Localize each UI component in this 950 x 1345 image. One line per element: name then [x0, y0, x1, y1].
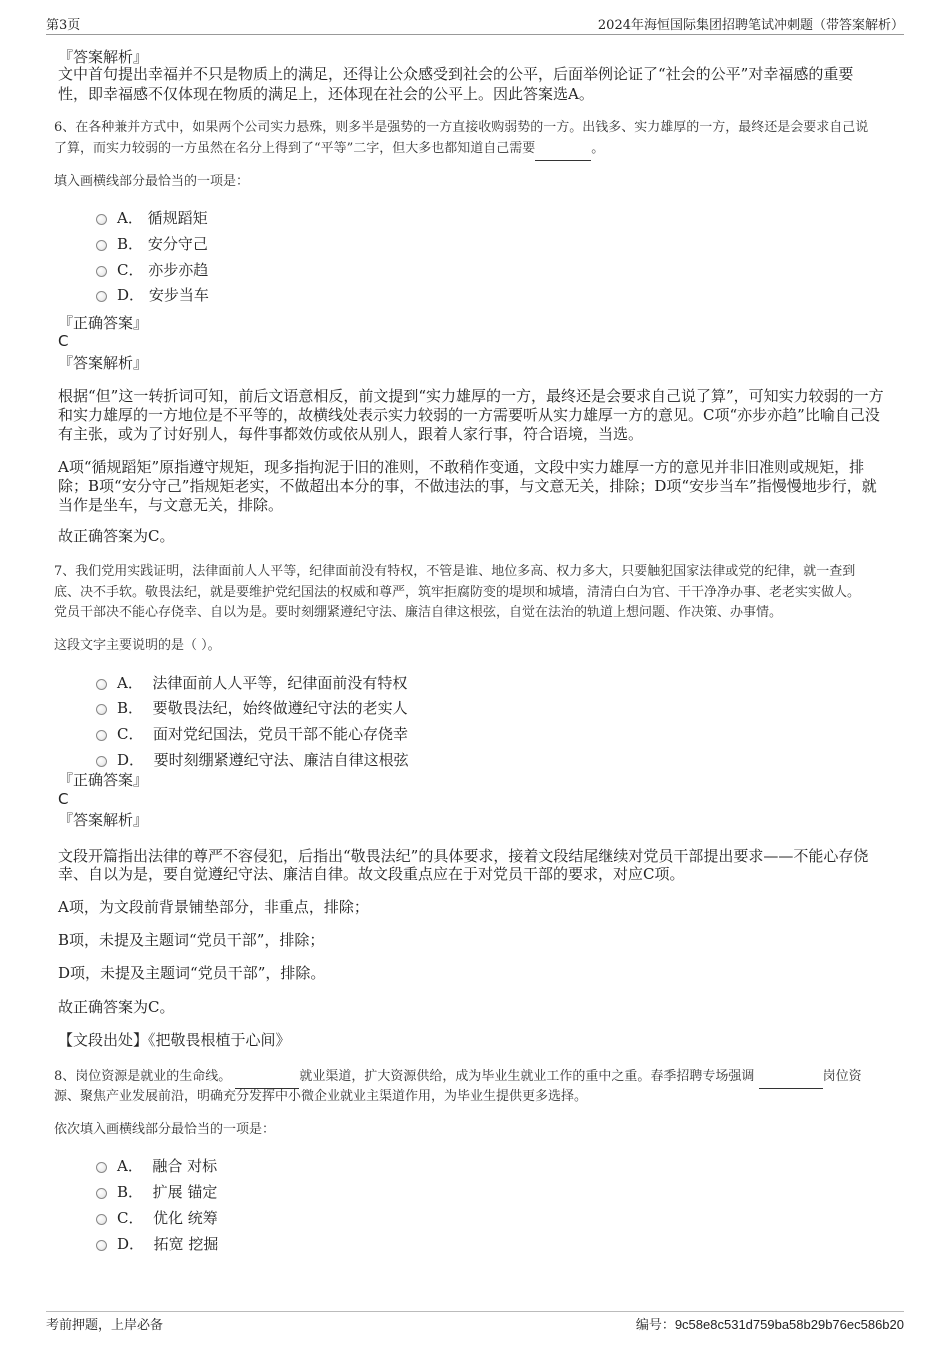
analysis-line: 幸、自以为是，要自觉遵纪守法、廉洁自律。故文段重点应在于对党员干部的要求，对应C项。	[58, 865, 685, 883]
analysis-label: 『答案解析』	[58, 48, 149, 66]
fill-blank	[759, 1066, 823, 1089]
option-a[interactable]: A． 循规蹈矩	[96, 207, 208, 228]
radio-icon[interactable]	[96, 1214, 107, 1225]
option-a[interactable]: A． 法律面前人人平等，纪律面前没有特权	[96, 672, 407, 693]
radio-icon[interactable]	[96, 1162, 107, 1173]
analysis-conclusion: 故正确答案为C。	[58, 527, 175, 545]
option-d[interactable]: D． 拓宽 挖掘	[96, 1233, 218, 1254]
correct-answer-label: 『正确答案』	[58, 771, 149, 789]
question-text: 7、我们党用实践证明，法律面前人人平等，纪律面前没有特权，不管是谁、地位多高、权力多大，只要触犯国家法律或党的纪律，就一查到	[54, 564, 856, 579]
analysis-line: 除；B项“安分守己”指规矩老实，不做超出本分的事，不做违法的事，与文意无关，排除；D项“安步当车”指慢慢地步行，就	[58, 477, 877, 495]
fill-blank	[535, 138, 591, 161]
radio-icon[interactable]	[96, 1188, 107, 1199]
analysis-line: 根据“但”这一转折词可知，前后文语意相反，前文提到“实力雄厚的一方，最终还是会要求自己说了算”，可知实力较弱的一方	[58, 387, 884, 405]
radio-icon[interactable]	[96, 266, 107, 277]
option-b[interactable]: B． 安分守己	[96, 233, 208, 254]
radio-icon[interactable]	[96, 756, 107, 767]
page-header	[46, 14, 904, 35]
question-text: 底、决不手软。敬畏法纪，就是要维护党纪国法的权威和尊严，筑牢拒腐防变的堤坝和城墙，清清白白为官、干干净净办事、老老实实做人。	[54, 585, 861, 600]
option-b[interactable]: B． 要敬畏法纪，始终做遵纪守法的老实人	[96, 697, 408, 718]
radio-icon[interactable]	[96, 730, 107, 741]
radio-icon[interactable]	[96, 214, 107, 225]
option-c[interactable]: C． 优化 统筹	[96, 1207, 218, 1228]
radio-icon[interactable]	[96, 679, 107, 690]
analysis-line: 文段开篇指出法律的尊严不容侵犯，后指出“敬畏法纪”的具体要求，接着文段结尾继续对党员干部提出要求——不能心存侥	[58, 847, 869, 865]
question-prompt: 这段文字主要说明的是（ ）。	[54, 638, 221, 653]
page-footer	[46, 1311, 904, 1333]
option-c[interactable]: C． 亦步亦趋	[96, 259, 208, 280]
correct-answer: C	[58, 332, 69, 350]
question-text: 党员干部决不能心存侥幸、自以为是。要时刻绷紧遵纪守法、廉洁自律这根弦，自觉在法治的轨道上想问题、作决策、办事情。	[54, 605, 783, 620]
radio-icon[interactable]	[96, 240, 107, 251]
option-c[interactable]: C． 面对党纪国法，党员干部不能心存侥幸	[96, 723, 408, 744]
question-text: 源、聚焦产业发展前沿，明确充分发挥中小微企业就业主渠道作用，为毕业生提供更多选择。	[54, 1089, 588, 1104]
analysis-line: D项，未提及主题词“党员干部”，排除。	[58, 964, 326, 982]
analysis-conclusion: 故正确答案为C。	[58, 998, 175, 1016]
analysis-line: A项“循规蹈矩”原指遵守规矩，现多指拘泥于旧的准则，不敢稍作变通，文段中实力雄厚一方的意见并非旧准则或规矩，排	[58, 458, 865, 476]
correct-answer-label: 『正确答案』	[58, 314, 149, 332]
question-prompt: 依次填入画横线部分最恰当的一项是：	[54, 1122, 276, 1137]
question-text: 8、岗位资源是就业的生命线。 就业渠道，扩大资源供给，成为毕业生就业工作的重中之重。春季招聘专场强调 岗位资	[54, 1066, 862, 1089]
option-d[interactable]: D． 要时刻绷紧遵纪守法、廉洁自律这根弦	[96, 749, 409, 770]
option-b[interactable]: B． 扩展 锚定	[96, 1181, 217, 1202]
radio-icon[interactable]	[96, 1240, 107, 1251]
footer-slogan: 考前押题，上岸必备	[46, 1318, 164, 1333]
document-title: 2024年海恒国际集团招聘笔试冲刺题（带答案解析）	[597, 18, 904, 33]
analysis-label: 『答案解析』	[58, 811, 149, 829]
analysis-line: 有主张，或为了讨好别人，每件事都效仿或依从别人，跟着人家行事，符合语境，当选。	[58, 425, 644, 443]
page-number: 第3页	[46, 18, 81, 33]
analysis-line: B项，未提及主题词“党员干部”，排除；	[58, 931, 325, 949]
radio-icon[interactable]	[96, 704, 107, 715]
source-citation: 【文段出处】《把敬畏根植于心间》	[58, 1031, 291, 1049]
analysis-line: 当作是坐车，与文意无关，排除。	[58, 496, 284, 514]
question-text: 6、在各种兼并方式中，如果两个公司实力悬殊，则多半是强势的一方直接收购弱势的一方。出钱多、实力雄厚的一方，最终还是会要求自己说	[54, 120, 869, 135]
document-code: 编号：9c58e8c531d759ba58b29b76ec586b20	[635, 1317, 904, 1333]
question-prompt: 填入画横线部分最恰当的一项是：	[54, 174, 250, 189]
analysis-line: 性，即幸福感不仅体现在物质的满足上，还体现在社会的公平上。因此答案选A。	[58, 85, 594, 103]
correct-answer: C	[58, 790, 69, 808]
question-text: 了算，而实力较弱的一方虽然在名分上得到了“平等”二字，但大多也都知道自己需要 。	[54, 138, 604, 161]
analysis-label: 『答案解析』	[58, 354, 149, 372]
option-a[interactable]: A． 融合 对标	[96, 1155, 217, 1176]
option-d[interactable]: D． 安步当车	[96, 284, 209, 305]
analysis-line: 和实力雄厚的一方地位是不平等的，故横线处表示实力较弱的一方需要听从实力雄厚一方的意见。C项“亦步亦趋”比喻自己没	[58, 406, 880, 424]
analysis-line: 文中首句提出幸福并不只是物质上的满足，还得让公众感受到社会的公平，后面举例论证了“社会的公平”对幸福感的重要	[58, 65, 854, 83]
analysis-line: A项，为文段前背景铺垫部分，非重点，排除；	[58, 898, 369, 916]
radio-icon[interactable]	[96, 291, 107, 302]
